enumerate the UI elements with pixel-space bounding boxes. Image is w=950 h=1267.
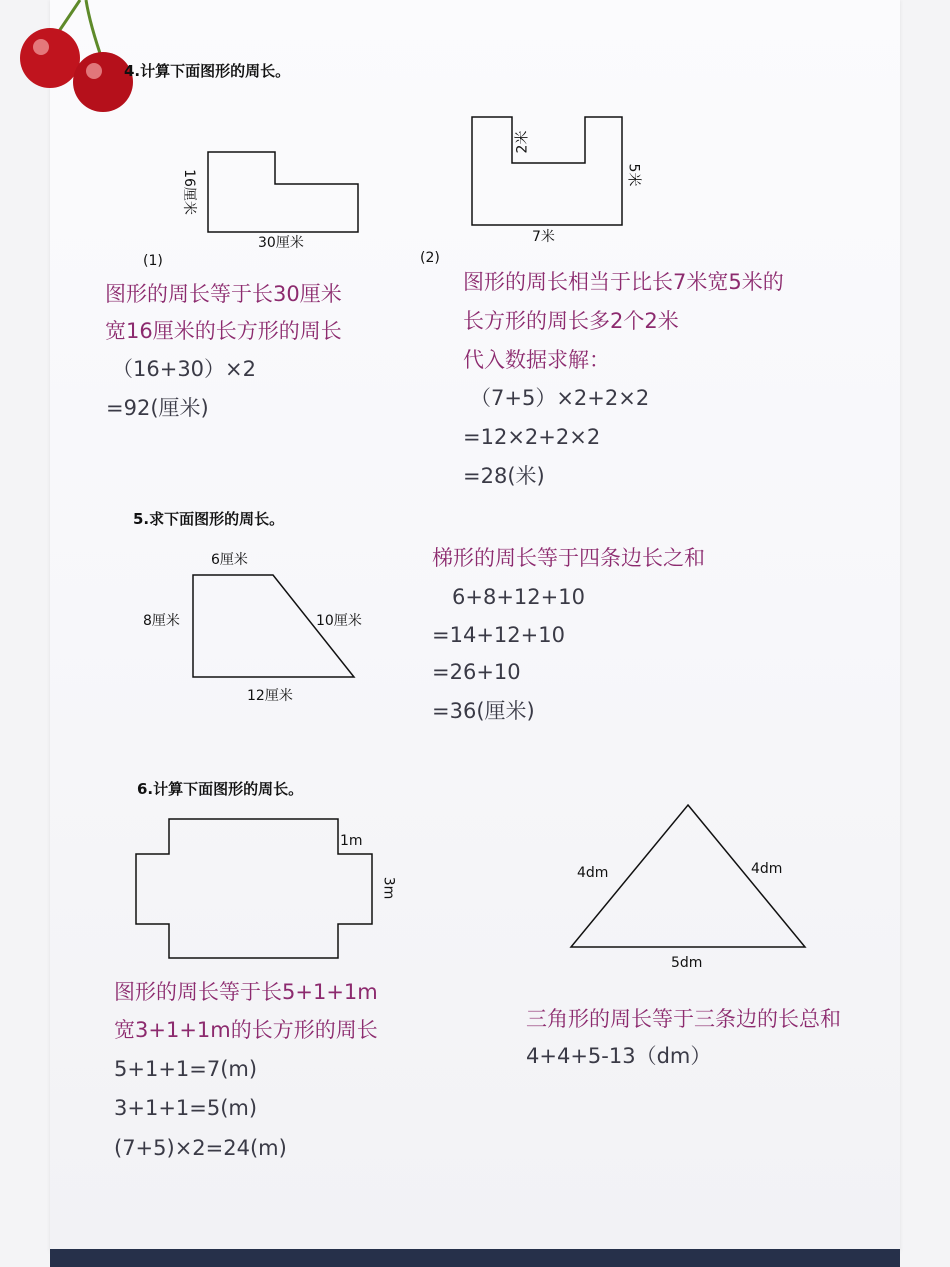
q4-answer-2-line-3: 代入数据求解： bbox=[463, 348, 610, 372]
q5-calc-line-1: 6+8+12+10 bbox=[452, 585, 585, 609]
q4-calc-1-line-1: （16+30）×2 bbox=[112, 357, 256, 381]
triangle-answer: 三角形的周长等于三条边的长总和 bbox=[526, 1007, 841, 1031]
fig2-width-label: 7米 bbox=[532, 229, 555, 245]
trapezoid-left-label: 8厘米 bbox=[143, 613, 180, 629]
q6-calc-line-1: 5+1+1=7(m) bbox=[114, 1057, 258, 1081]
q4-calc-1-line-2: =92(厘米) bbox=[106, 396, 209, 420]
figure-triangle bbox=[0, 0, 1, 1]
q6-answer-line-2: 宽3+1+1m的长方形的周长 bbox=[114, 1018, 378, 1042]
q4-answer-1-line-2: 宽16厘米的长方形的周长 bbox=[105, 319, 342, 343]
fig1-height-label: 16厘米 bbox=[180, 169, 197, 215]
fig2-height-label: 5米 bbox=[625, 163, 642, 187]
q6-calc-line-2: 3+1+1=5(m) bbox=[114, 1096, 258, 1120]
q4-calc-2-line-3: =28(米) bbox=[463, 464, 545, 488]
question-5-title: 5.求下面图形的周长。 bbox=[133, 510, 285, 528]
triangle-right-label: 4dm bbox=[751, 861, 783, 877]
cross-step-label: 1m bbox=[340, 833, 363, 849]
bottom-strip bbox=[50, 1249, 900, 1267]
fig2-notch-label: 2米 bbox=[514, 130, 531, 154]
triangle-bottom-label: 5dm bbox=[671, 955, 703, 971]
triangle-calc: 4+4+5-13（dm） bbox=[526, 1044, 712, 1068]
fig1-width-label: 30厘米 bbox=[258, 235, 304, 251]
trapezoid-bottom-label: 12厘米 bbox=[247, 688, 293, 704]
cherry-icon bbox=[8, 0, 133, 115]
q5-calc-line-3: =26+10 bbox=[432, 660, 521, 684]
q6-calc-line-3: (7+5)×2=24(m) bbox=[114, 1136, 287, 1160]
q4-calc-2-line-2: =12×2+2×2 bbox=[463, 425, 601, 449]
q5-calc-line-2: =14+12+10 bbox=[432, 623, 565, 647]
trapezoid-slant-label: 10厘米 bbox=[316, 613, 362, 629]
q4-answer-1-line-1: 图形的周长等于长30厘米 bbox=[105, 282, 342, 306]
q4-answer-2-line-1: 图形的周长相当于比长7米宽5米的 bbox=[463, 270, 784, 294]
fig1-tag: (1) bbox=[143, 253, 163, 269]
q4-calc-2-line-1: （7+5）×2+2×2 bbox=[470, 386, 650, 410]
q5-calc-line-4: =36(厘米) bbox=[432, 699, 535, 723]
trapezoid-top-label: 6厘米 bbox=[211, 552, 248, 568]
question-4-title: 4.计算下面图形的周长。 bbox=[124, 62, 291, 80]
question-6-title: 6.计算下面图形的周长。 bbox=[137, 780, 304, 798]
q5-answer: 梯形的周长等于四条边长之和 bbox=[432, 546, 705, 570]
cross-height-label: 3m bbox=[380, 876, 397, 900]
q6-answer-line-1: 图形的周长等于长5+1+1m bbox=[114, 980, 378, 1004]
fig2-tag: (2) bbox=[420, 250, 440, 266]
q4-answer-2-line-2: 长方形的周长多2个2米 bbox=[463, 309, 679, 333]
triangle-left-label: 4dm bbox=[577, 865, 609, 881]
